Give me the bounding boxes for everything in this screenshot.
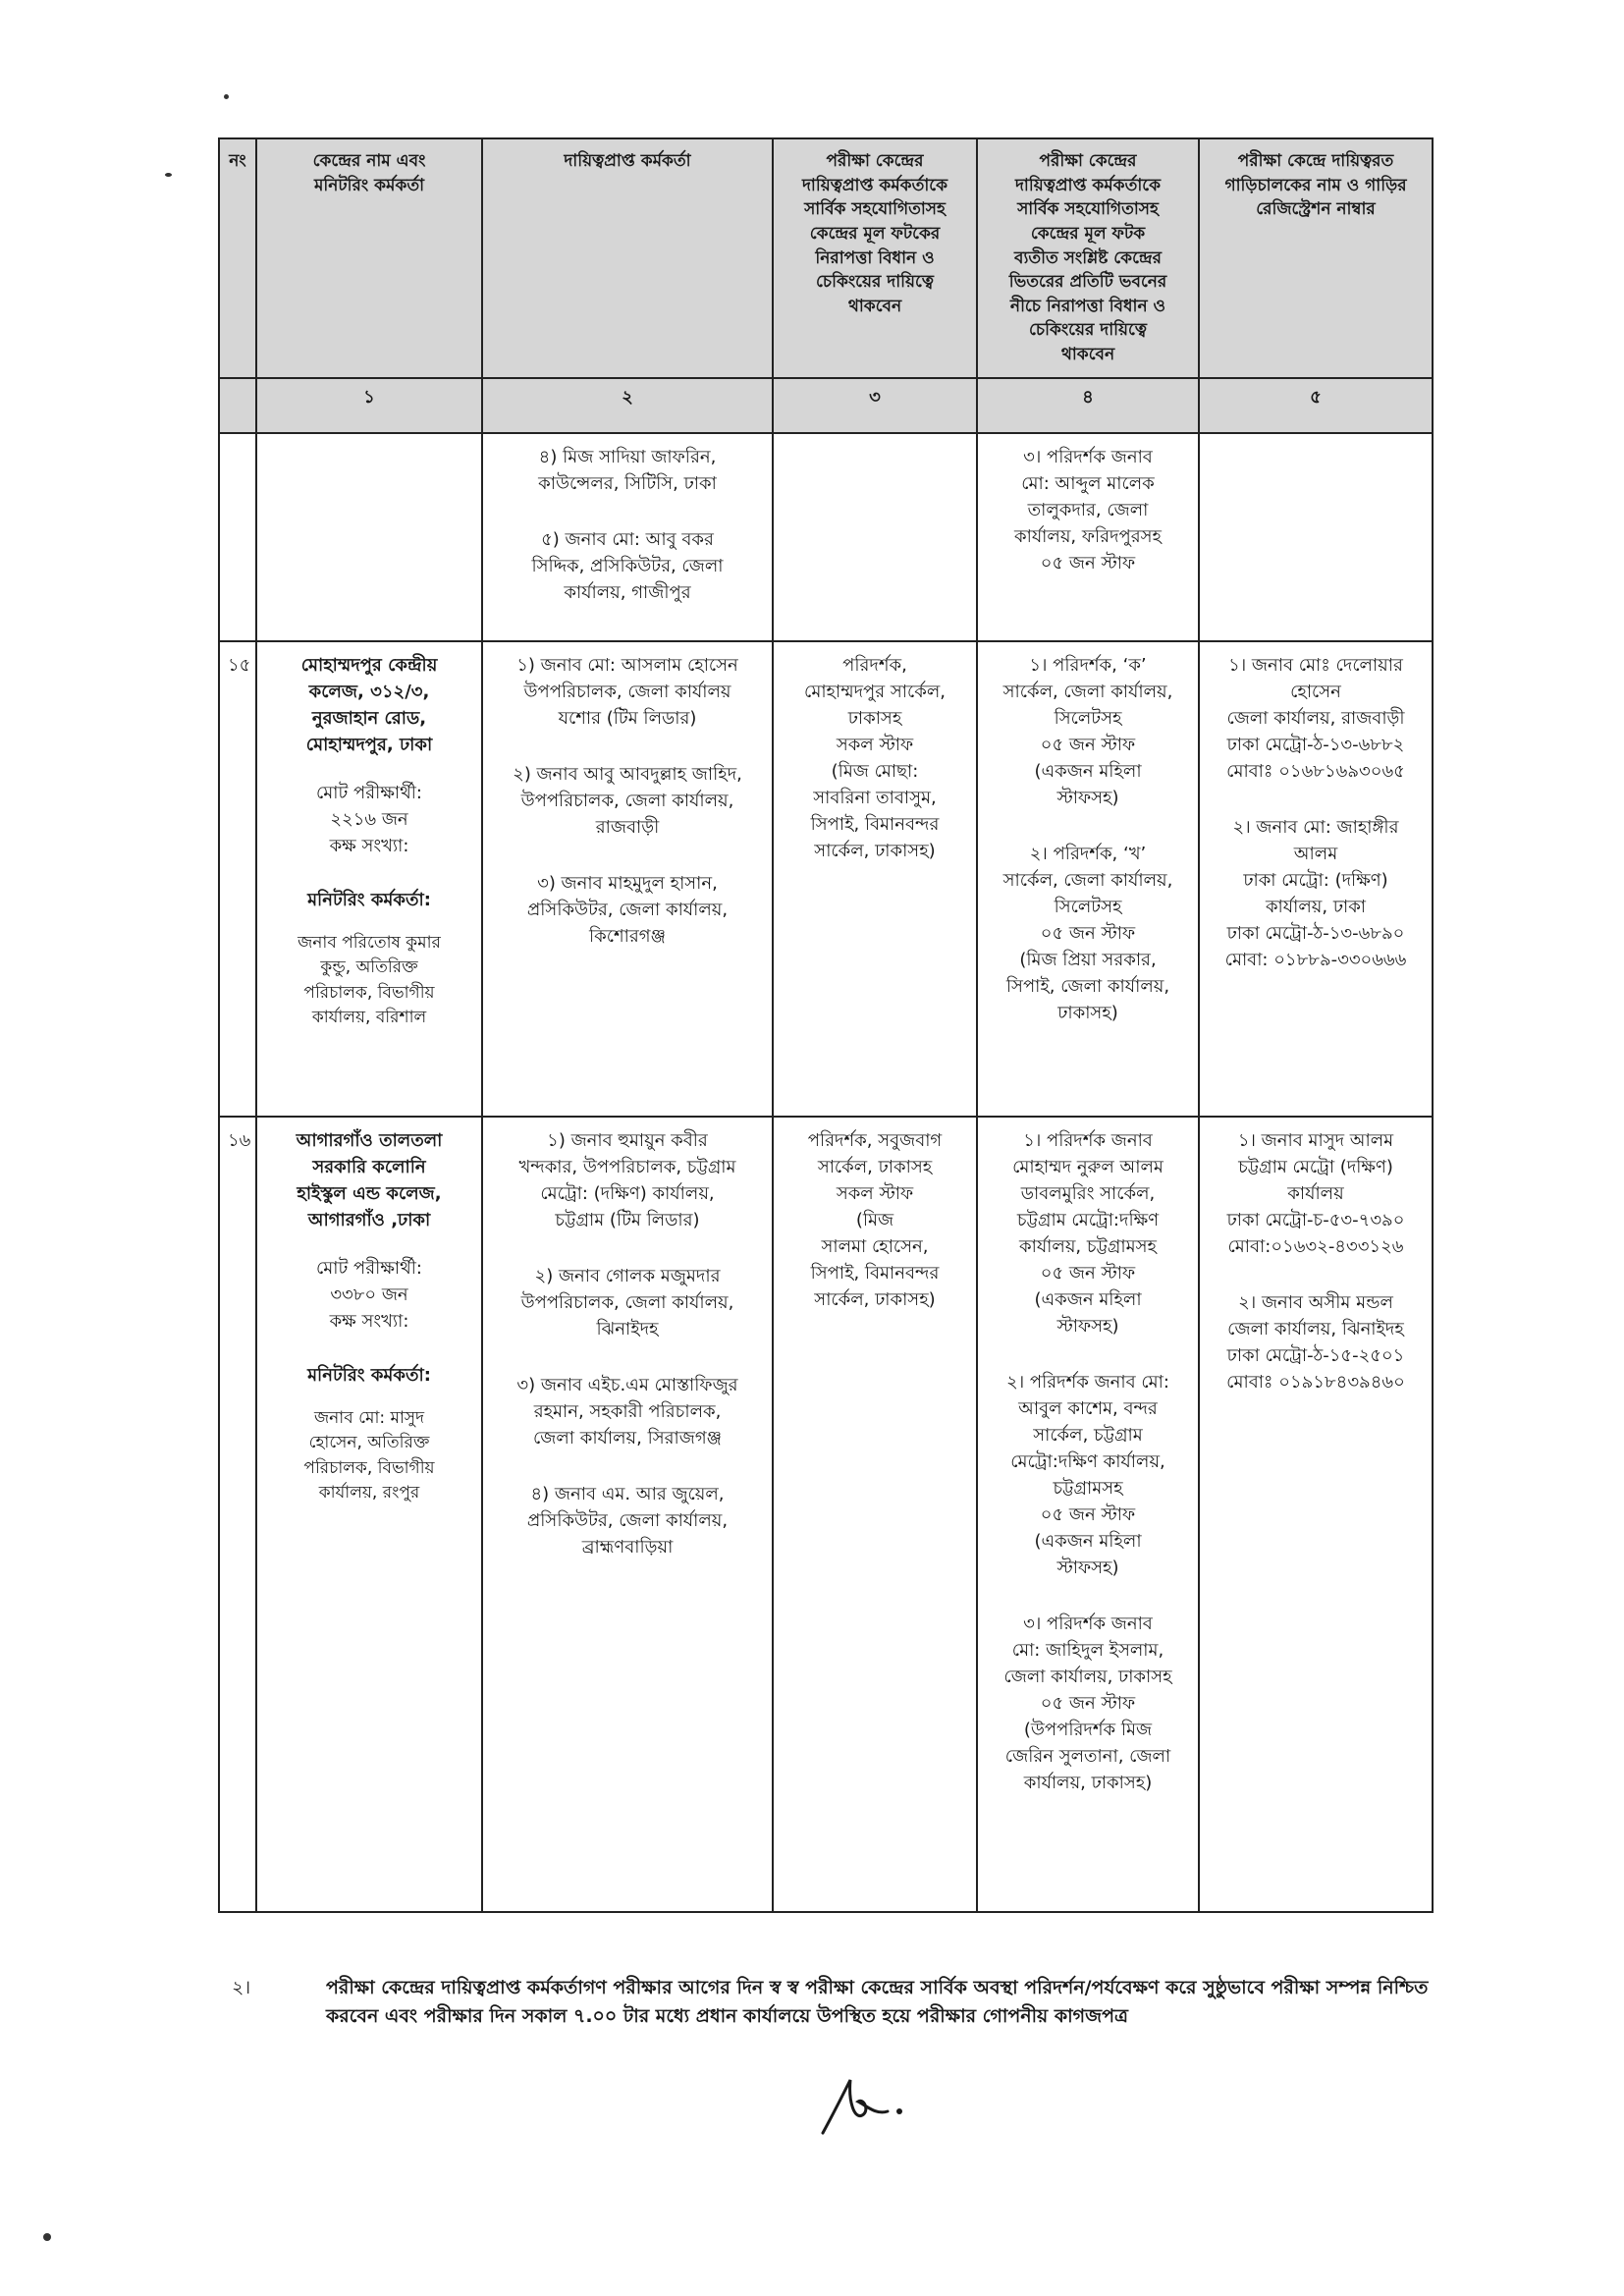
header-gate-duty: পরীক্ষা কেন্দ্রের দায়িত্বপ্রাপ্ত কর্মকর্তাকে সার্বিক সহযোগিতাসহ কেন্দ্রের মূল ফটকের নিরাপত্তা বিধান ও চেকিংয়ের দায়িত্বে থাকবেন bbox=[773, 138, 977, 378]
footnote-number: ২। bbox=[232, 1977, 251, 1998]
monitor-heading: মনিটরিং কর্মকর্তা: bbox=[307, 1364, 431, 1386]
signature-mark bbox=[805, 2072, 913, 2151]
monitor-officer: জনাব মো: মাসুদ হোসেন, অতিরিক্ত পরিচালক, বিভাগীয় কার্যালয়, রংপুর bbox=[303, 1407, 435, 1503]
officer-entry: ৫) জনাব মো: আবু বকর সিদ্দিক, প্রসিকিউটর, জেলা কার্যালয়, গাজীপুর bbox=[531, 528, 724, 603]
column-number: ৫ bbox=[1199, 378, 1433, 433]
column-number-blank bbox=[219, 378, 256, 433]
drivers-cell bbox=[1199, 1117, 1433, 1912]
gate-entry: পরিদর্শক, মোহাম্মদপুর সার্কেল, ঢাকাসহ সকল স্টাফ (মিজ মোছা: সাবরিনা তাবাসুম, সিপাই, বিমানবন্দর সার্কেল, ঢাকাসহ) bbox=[804, 654, 946, 861]
officer-entry: ৩) জনাব এইচ.এম মোস্তাফিজুর রহমান, সহকারী পরিচালক, জেলা কার্যালয়, সিরাজগঞ্জ bbox=[516, 1374, 738, 1449]
column-number: ২ bbox=[482, 378, 773, 433]
monitor-officer: জনাব পরিতোষ কুমার কুন্ডু, অতিরিক্ত পরিচালক, বিভাগীয় কার্যালয়, বরিশাল bbox=[298, 932, 441, 1028]
officers-cell bbox=[482, 1117, 773, 1912]
inside-entry: ১। পরিদর্শক জনাব মোহাম্মদ নুরুল আলম ডাবলমুরিং সার্কেল, চট্টগ্রাম মেট্রো:দক্ষিণ কার্যালয়, চট্টগ্রামসহ ০৫ জন স্টাফ (একজন মহিলা স্টাফসহ) bbox=[1012, 1129, 1164, 1337]
footnote-paragraph bbox=[218, 1974, 1432, 2032]
inside-entry: ৩। পরিদর্শক জনাব মো: আব্দুল মালেক তালুকদার, জেলা কার্যালয়, ফরিদপুরসহ ০৫ জন স্টাফ bbox=[1014, 446, 1162, 574]
inside-cell bbox=[977, 1117, 1199, 1912]
officer-entry: ১) জনাব হুমায়ুন কবীর খন্দকার, উপপরিচালক, চট্টগ্রাম মেট্রো: (দক্ষিণ) কার্যালয়, চট্টগ্রাম (টিম লিডার) bbox=[518, 1129, 736, 1230]
footnote-text: পরীক্ষা কেন্দ্রের দায়িত্বপ্রাপ্ত কর্মকর্তাগণ পরীক্ষার আগের দিন স্ব স্ব পরীক্ষা কেন্দ্রের সার্বিক অবস্থা পরিদর্শন/পর্যবেক্ষণ করে সুষ্ঠুভাবে পরীক্ষা সম্পন্ন নিশ্চিত করবেন এবং পরীক্ষার দিন সকাল ৭.০০ টার মধ্যে প্রধান কার্যালয়ে উপস্থিত হয়ে পরীক্ষার গোপনীয় কাগজপত্র bbox=[326, 1977, 1429, 2028]
inside-entry: ৩। পরিদর্শক জনাব মো: জাহিদুল ইসলাম, জেলা কার্যালয়, ঢাকাসহ ০৫ জন স্টাফ (উপপরিদর্শক মিজ জেরিন সুলতানা, জেলা কার্যালয়, ঢাকাসহ) bbox=[1003, 1613, 1172, 1793]
gate-cell bbox=[773, 433, 977, 641]
table-row-16 bbox=[219, 1117, 1433, 1912]
table-row-continuation bbox=[219, 433, 1433, 641]
center-name: মোহাম্মদপুর কেন্দ্রীয় কলেজ, ৩১২/৩, নুরজাহান রোড, মোহাম্মদপুর, ঢাকা bbox=[300, 654, 438, 755]
officers-cell bbox=[482, 641, 773, 1117]
exam-info: মোট পরীক্ষার্থী: ২২১৬ জন কক্ষ সংখ্যা: bbox=[316, 782, 422, 856]
gate-entry: পরিদর্শক, সবুজবাগ সার্কেল, ঢাকাসহ সকল স্টাফ (মিজ সালমা হোসেন, সিপাই, বিমানবন্দর সার্কেল, ঢাকাসহ) bbox=[807, 1129, 943, 1310]
exam-info: মোট পরীক্ষার্থী: ৩৩৮০ জন কক্ষ সংখ্যা: bbox=[316, 1257, 422, 1332]
header-serial: নং bbox=[219, 138, 256, 378]
inside-cell bbox=[977, 641, 1199, 1117]
driver-entry: ১। জনাব মোঃ দেলোয়ার হোসেন জেলা কার্যালয়, রাজবাড়ী ঢাকা মেট্রো-ঠ-১৩-৬৮৮২ মোবাঃ ০১৬৮১৬৯৩০৬৫ bbox=[1226, 654, 1405, 782]
column-number-row bbox=[219, 378, 1433, 433]
center-name: আগারগাঁও তালতলা সরকারি কলোনি হাইস্কুল এন্ড কলেজ, আগারগাঁও ,ঢাকা bbox=[296, 1129, 443, 1230]
driver-entry: ২। জনাব মো: জাহাঙ্গীর আলম ঢাকা মেট্রো: (দক্ষিণ) কার্যালয়, ঢাকা ঢাকা মেট্রো-ঠ-১৩-৬৮৯০ মোবা: ০১৮৮৯-৩৩০৬৬৬ bbox=[1224, 816, 1407, 970]
inside-entry: ২। পরিদর্শক, ‘খ’ সার্কেল, জেলা কার্যালয়, সিলেটসহ ০৫ জন স্টাফ (মিজ প্রিয়া সরকার, সিপাই, জেলা কার্যালয়, ঢাকাসহ) bbox=[1002, 843, 1173, 1023]
column-number: ৩ bbox=[773, 378, 977, 433]
column-number: ৪ bbox=[977, 378, 1199, 433]
scan-dot-top bbox=[224, 94, 229, 99]
serial-cell: ১৫ bbox=[219, 641, 256, 1117]
header-officers: দায়িত্বপ্রাপ্ত কর্মকর্তা bbox=[482, 138, 773, 378]
center-cell bbox=[256, 1117, 482, 1912]
inside-cell bbox=[977, 433, 1199, 641]
gate-cell bbox=[773, 1117, 977, 1912]
column-number: ১ bbox=[256, 378, 482, 433]
officer-entry: ৪) মিজ সাদিয়া জাফরিন, কাউন্সেলর, সিটিসি, ঢাকা bbox=[538, 446, 717, 494]
center-cell bbox=[256, 641, 482, 1117]
header-center-name: কেন্দ্রের নাম এবং মনিটরিং কর্মকর্তা bbox=[256, 138, 482, 378]
monitor-heading: মনিটরিং কর্মকর্তা: bbox=[307, 889, 431, 910]
drivers-cell bbox=[1199, 641, 1433, 1117]
driver-entry: ২। জনাব অসীম মন্ডল জেলা কার্যালয়, ঝিনাইদহ ঢাকা মেট্রো-ঠ-১৫-২৫০১ মোবাঃ ০১৯১৮৪৩৯৪৬০ bbox=[1226, 1291, 1405, 1393]
scan-dot-bottom bbox=[43, 2233, 51, 2241]
header-inside-duty: পরীক্ষা কেন্দ্রের দায়িত্বপ্রাপ্ত কর্মকর্তাকে সার্বিক সহযোগিতাসহ কেন্দ্রের মূল ফটক ব্যতীত সংশ্লিষ্ট কেন্দ্রের ভিতরের প্রতিটি ভবনের নীচে নিরাপত্তা বিধান ও চেকিংয়ের দায়িত্বে থাকবেন bbox=[977, 138, 1199, 378]
drivers-cell bbox=[1199, 433, 1433, 641]
header-row bbox=[219, 138, 1433, 378]
center-cell bbox=[256, 433, 482, 641]
serial-cell: ১৬ bbox=[219, 1117, 256, 1912]
inside-entry: ২। পরিদর্শক জনাব মো: আবুল কাশেম, বন্দর সার্কেল, চট্টগ্রাম মেট্রো:দক্ষিণ কার্যালয়, চট্টগ্রামসহ ০৫ জন স্টাফ (একজন মহিলা স্টাফসহ) bbox=[1006, 1371, 1169, 1578]
duty-table bbox=[218, 137, 1434, 1913]
officer-entry: ৩) জনাব মাহমুদুল হাসান, প্রসিকিউটর, জেলা কার্যালয়, কিশোরগঞ্জ bbox=[526, 872, 729, 947]
officer-entry: ২) জনাব গোলক মজুমদার উপপরিচালক, জেলা কার্যালয়, ঝিনাইদহ bbox=[520, 1265, 734, 1339]
scan-dot-left bbox=[165, 173, 172, 177]
officer-entry: ২) জনাব আবু আবদুল্লাহ জাহিদ, উপপরিচালক, জেলা কার্যালয়, রাজবাড়ী bbox=[513, 763, 742, 838]
officers-cell bbox=[482, 433, 773, 641]
header-drivers: পরীক্ষা কেন্দ্রে দায়িত্বরত গাড়িচালকের নাম ও গাড়ির রেজিস্ট্রেশন নাম্বার bbox=[1199, 138, 1433, 378]
table-row-15 bbox=[219, 641, 1433, 1117]
officer-entry: ১) জনাব মো: আসলাম হোসেন উপপরিচালক, জেলা কার্যালয় যশোর (টিম লিডার) bbox=[516, 654, 738, 729]
gate-cell bbox=[773, 641, 977, 1117]
inside-entry: ১। পরিদর্শক, ‘ক’ সার্কেল, জেলা কার্যালয়, সিলেটসহ ০৫ জন স্টাফ (একজন মহিলা স্টাফসহ) bbox=[1002, 654, 1173, 808]
officer-entry: ৪) জনাব এম. আর জুয়েল, প্রসিকিউটর, জেলা কার্যালয়, ব্রাহ্মণবাড়িয়া bbox=[526, 1483, 729, 1558]
serial-cell bbox=[219, 433, 256, 641]
driver-entry: ১। জনাব মাসুদ আলম চট্টগ্রাম মেট্রো (দক্ষিণ) কার্যালয় ঢাকা মেট্রো-চ-৫৩-৭৩৯০ মোবা:০১৬৩২-৪৩৩১২৬ bbox=[1226, 1129, 1405, 1257]
